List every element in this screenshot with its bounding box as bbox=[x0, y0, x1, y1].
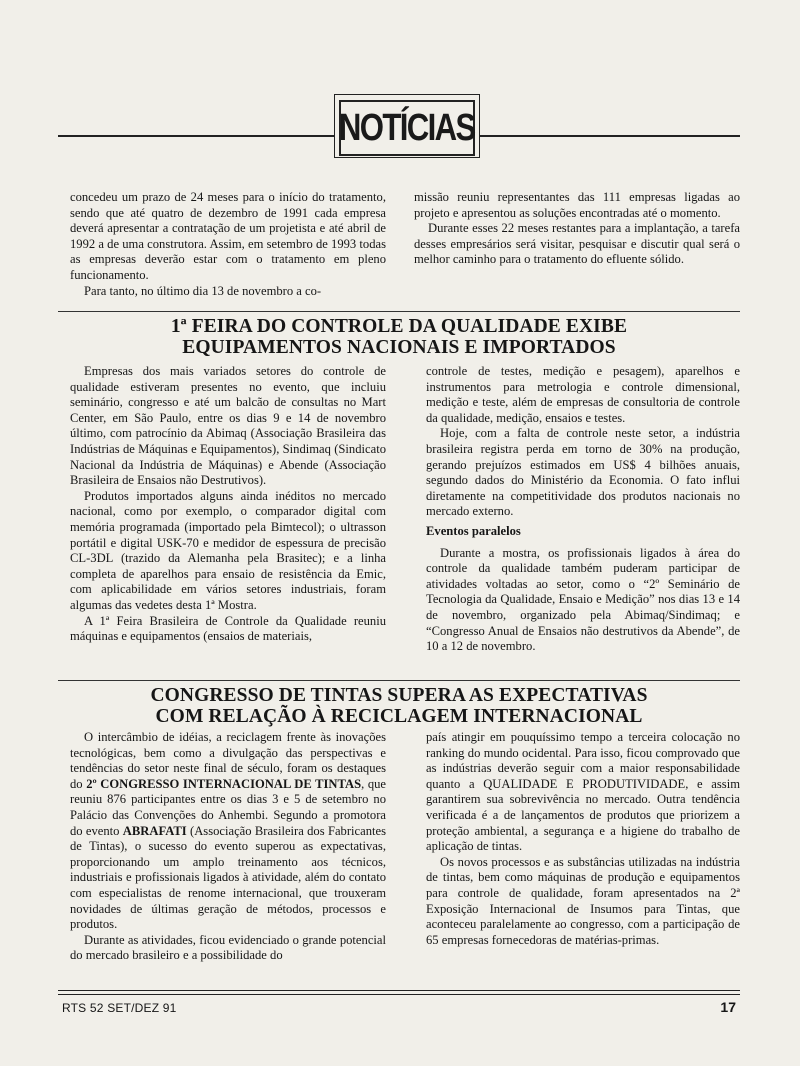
headline-line: 1ª FEIRA DO CONTROLE DA QUALIDADE EXIBE bbox=[170, 316, 628, 337]
paragraph: Para tanto, no último dia 13 de novembro a co- bbox=[84, 283, 322, 298]
header-rule-right bbox=[480, 135, 740, 137]
header-rule-left bbox=[58, 135, 334, 137]
article2-left-column bbox=[70, 730, 386, 964]
paragraph: A 1ª Feira Brasileira de Controle da Qualidade reuniu máquinas e equipamentos (ensaios de materiais, bbox=[70, 613, 386, 644]
paragraph: país atingir em pouquíssimo tempo a terceira colocação no ranking do mundo ocidental. Para isso, ficou comprovado que as indústrias deverão seguir com a maior responsabilidade quanto a QUALIDADE E PRODUTIVIDADE, e assim garantirem sua sobrevivência no mercado. Outra tendência verificada é a de lançamentos de produtos que priorizem a proteção ambiental, a segurança e a higiene do trabalho de aplicação de tintas. bbox=[426, 730, 740, 854]
section-divider bbox=[58, 680, 740, 681]
paragraph: Empresas dos mais variados setores do controle de qualidade estiveram presentes no evento, que incluiu seminário, congresso e até um balcão de consultas no Mart Center, em São Paulo, entre os dias 9 e 14 de novembro último, com patrocínio da Abimaq (Associação Brasileira das Indústrias de Máquinas e Equipamentos), Sindimaq (Sindicato Nacional da Indústria de Máquinas) e Abende (Associação Brasileira de Ensaios não Destrutivos). bbox=[70, 364, 386, 488]
paragraph: Durante as atividades, ficou evidenciado o grande potencial do mercado brasileiro e a possibilidade do bbox=[70, 932, 386, 963]
paragraph: missão reuniu representantes das 111 empresas ligadas ao projeto e apresentou as soluções encontradas até o momento. bbox=[414, 190, 740, 220]
paragraph: Os novos processos e as substâncias utilizadas na indústria de tintas, bem como máquinas de produção e equipamentos para controle de qualidade, foram apresentados na 2ª Exposição Internacional de Insumos para Tintas, que aconteceu paralelamente ao congresso, com a participação de 65 empresas fornecedoras de matérias-primas. bbox=[426, 854, 740, 947]
article1-left-column bbox=[70, 364, 386, 645]
section-divider bbox=[58, 311, 740, 312]
issue-label: RTS 52 SET/DEZ 91 bbox=[62, 1001, 177, 1015]
footer-rule-bottom bbox=[58, 994, 740, 995]
header-box bbox=[339, 100, 475, 156]
text-run: (Associação Brasileira dos Fabricantes de Tintas), o sucesso do evento superou as expectativas, proporcionando um amplo treinamento aos técnicos, industriais e profissionais ligados à atividade, além do contato com especialistas de renome internacional, que trouxeram novidades de últimas geração de métodos, processos e produtos. bbox=[70, 823, 386, 932]
headline-line: CONGRESSO DE TINTAS SUPERA AS EXPECTATIVAS bbox=[150, 685, 648, 706]
article1-right-column bbox=[426, 364, 740, 655]
intro-right-column bbox=[414, 190, 740, 268]
subheading: Eventos paralelos bbox=[426, 523, 521, 538]
article1-headline bbox=[58, 316, 740, 358]
organization-name: ABRAFATI bbox=[122, 823, 187, 838]
section-title: NOTÍCIAS bbox=[339, 106, 475, 149]
paragraph: Hoje, com a falta de controle neste setor, a indústria brasileira registra perda em torno de 30% na produção, gerando prejuízos estimados em US$ 4 bilhões anuais, segundo dados do Ministério da Economia. O fato influi diretamente na competitividade dos produtos nacionais no mercado externo. bbox=[426, 426, 740, 519]
paragraph: Produtos importados alguns ainda inéditos no mercado nacional, como por exemplo, o comparador digital com memória programada (importado pela Bimtecol); o ultrasson portátil e digital USK-70 e medidor de espessura de precisão CL-3DL (trazido da Alemanha pela Brasitec); e a linha completa de aparelhos para ensaio de resistência da Emic, com aplicabilidade em vários setores industriais, foram algumas das vedetes desta 1ª Mostra. bbox=[70, 488, 386, 612]
headline-line: EQUIPAMENTOS NACIONAIS E IMPORTADOS bbox=[182, 337, 616, 358]
text-run: , que reuniu 876 participantes entre os dias 3 e 5 de setembro no Palácio das Convenções do Anhembi. Segundo a promotora do evento bbox=[70, 776, 386, 838]
paragraph: concedeu um prazo de 24 meses para o início do tratamento, sendo que até quatro de dezembro de 1991 cada empresa deverá apresentar a contratação de um projetista e até abril de 1992 a de uma construtora. Assim, em setembro de 1993 todas as empresas deverão estar com o tratamento em pleno funcionamento. bbox=[70, 190, 386, 282]
paragraph: Durante a mostra, os profissionais ligados à área do controle da qualidade também puderam participar de atividades voltadas ao setor, como o “2º Seminário de Tecnologia da Qualidade, Ensaio e Medição” nos dias 13 e 14 de novembro, organizado pela Abimaq/Sindimaq; e “Congresso Anual de Ensaios não destrutivos da Abende”, de 10 a 12 de novembro. bbox=[426, 545, 740, 654]
paragraph bbox=[70, 730, 386, 933]
article2-headline bbox=[58, 685, 740, 727]
article2-right-column bbox=[426, 730, 740, 948]
headline-line: COM RELAÇÃO À RECICLAGEM INTERNACIONAL bbox=[155, 706, 643, 727]
paragraph: controle de testes, medição e pesagem), aparelhos e instrumentos para metrologia e controle dimensional, medição e teste, além de empresas de consultoria de controle da qualidade, medição, ensaios e testes. bbox=[426, 364, 740, 425]
footer-rule-top bbox=[58, 990, 740, 991]
event-name: 2º CONGRESSO INTERNACIONAL DE TINTAS bbox=[86, 776, 362, 791]
intro-left-column bbox=[70, 190, 386, 299]
text-run: O intercâmbio de idéias, a reciclagem frente às inovações tecnológicas, bem como a divulgação das perspectivas e tendências do setor neste final de século, foram os destaques do bbox=[70, 730, 386, 791]
page-number: 17 bbox=[720, 999, 736, 1015]
paragraph: Durante esses 22 meses restantes para a implantação, a tarefa desses empresários será visitar, pesquisar e discutir qual será o melhor caminho para o tratamento do efluente sólido. bbox=[414, 221, 740, 267]
